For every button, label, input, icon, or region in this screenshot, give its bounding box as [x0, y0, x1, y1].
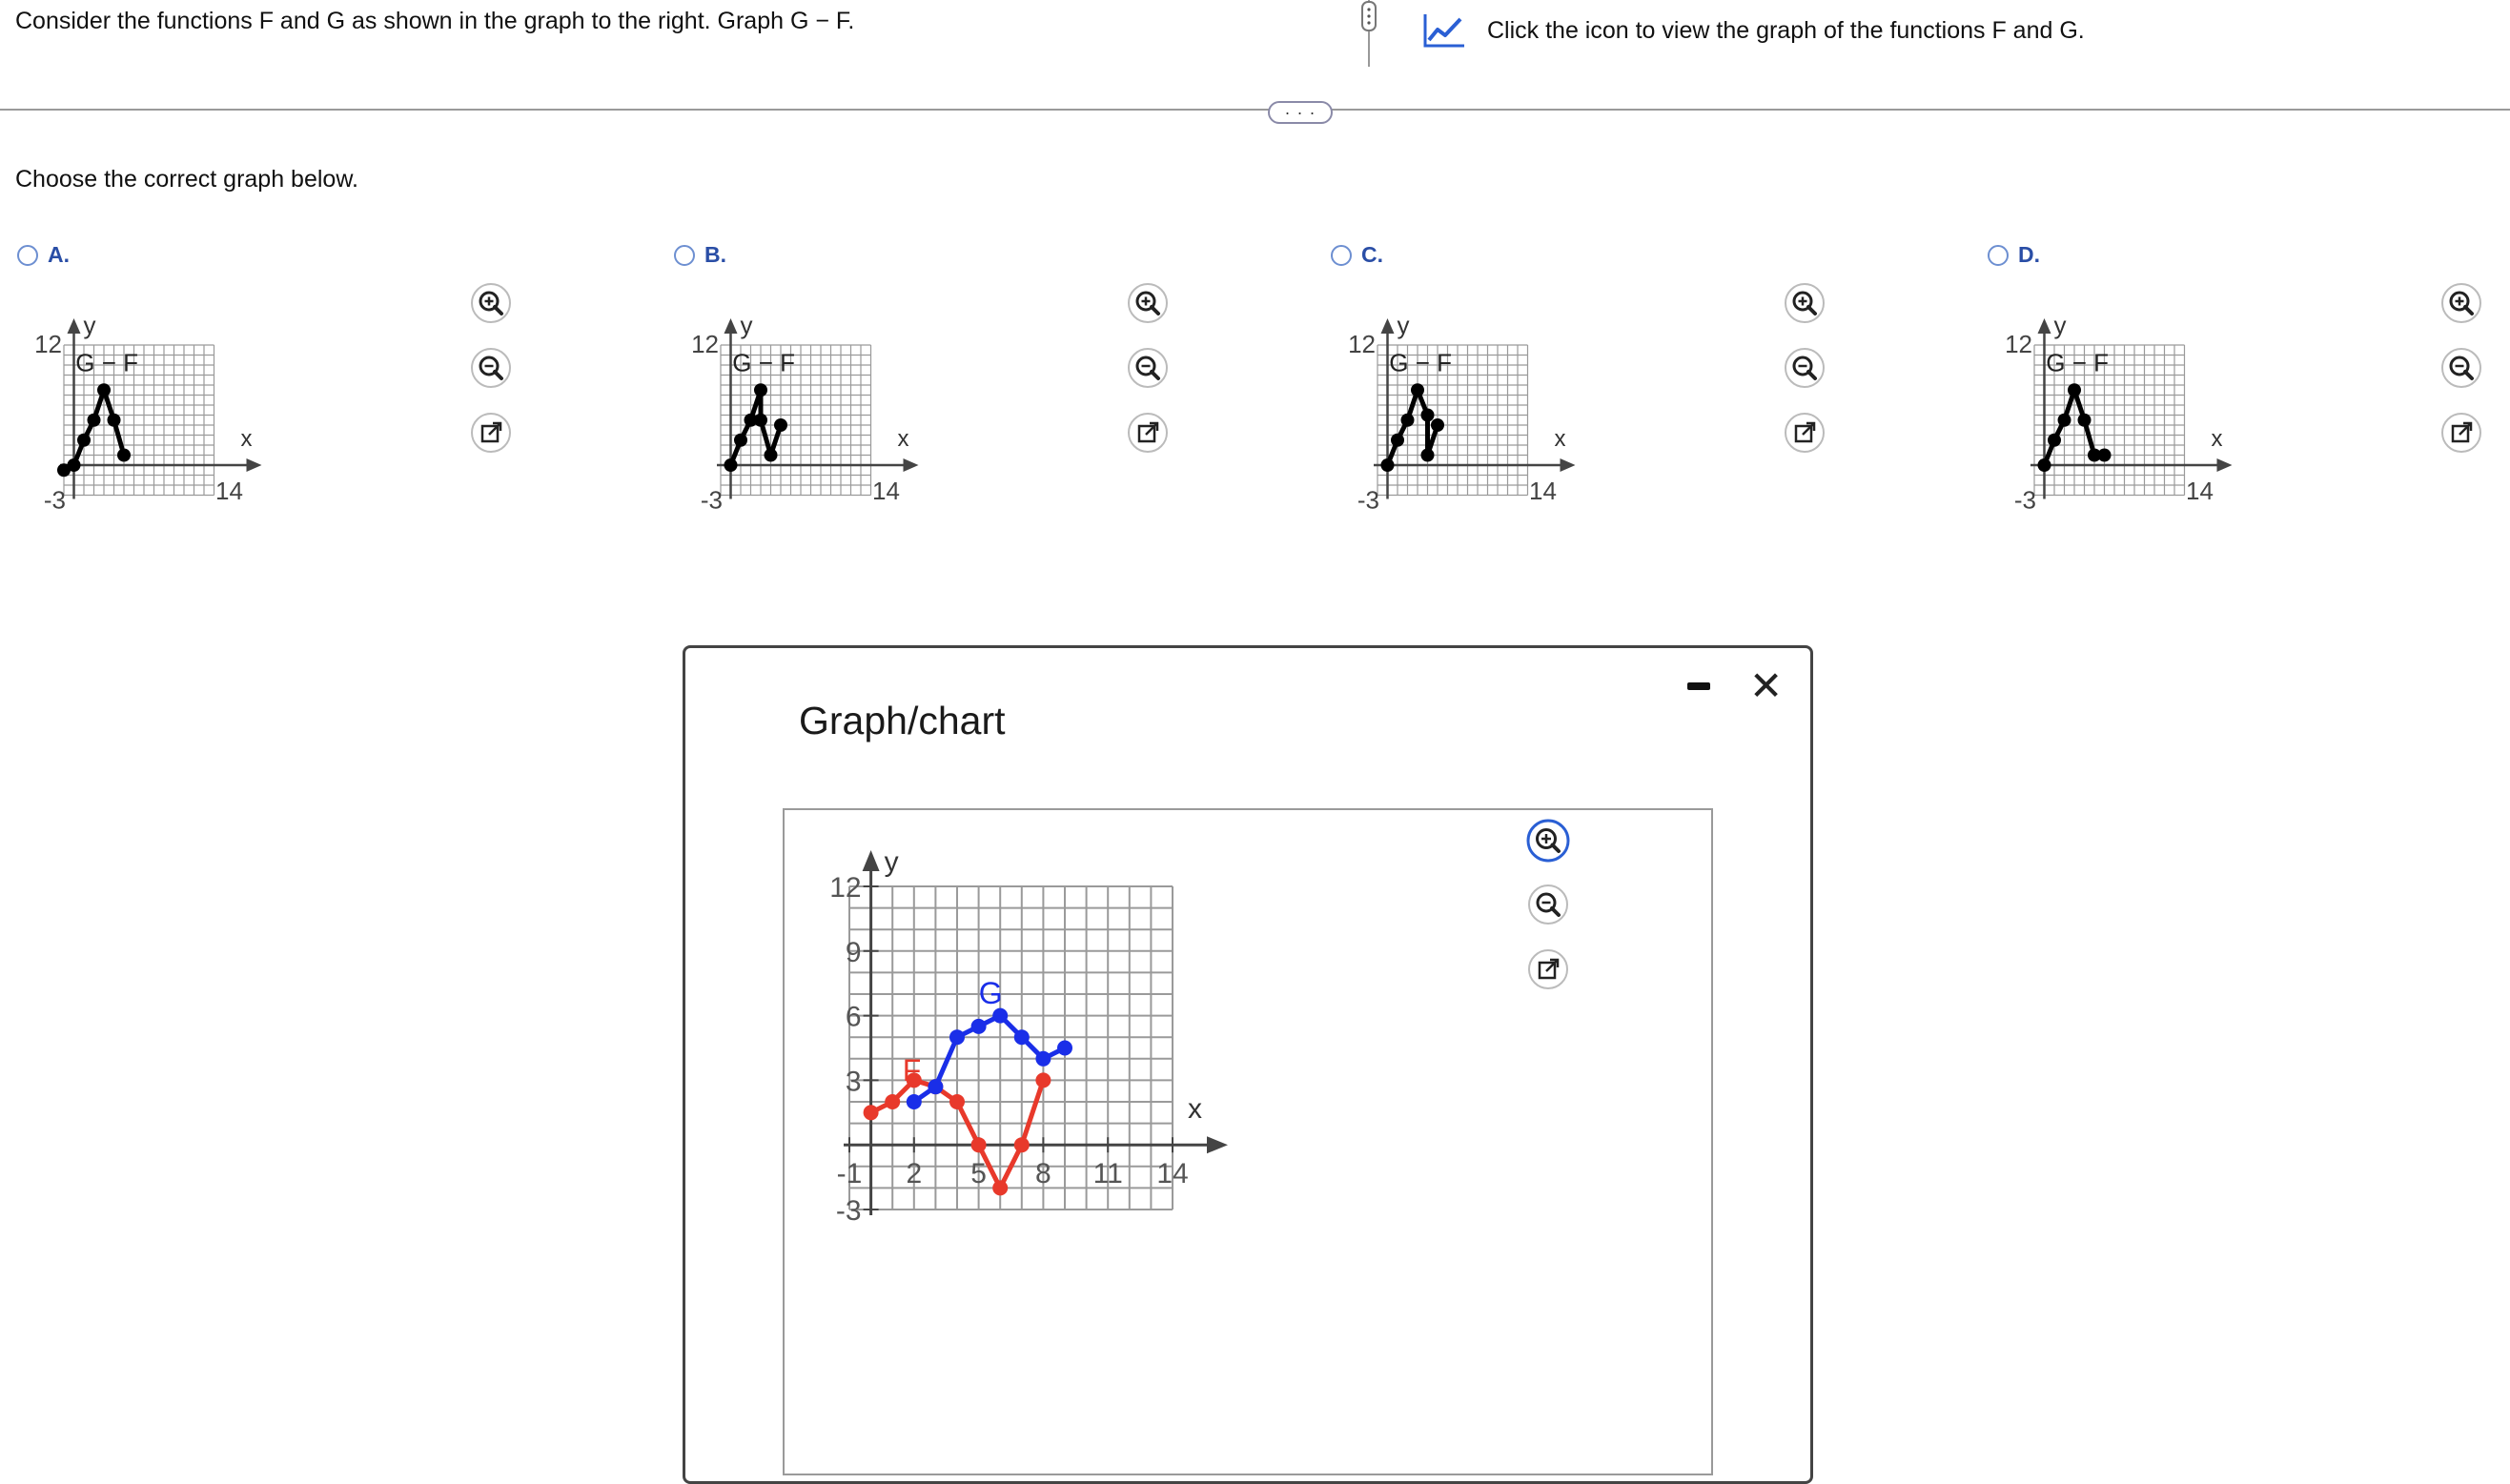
zoom-in-icon[interactable] — [1784, 282, 1826, 324]
g-minus-f-point — [2078, 414, 2092, 427]
g-minus-f-point — [108, 414, 121, 427]
option-c-radio[interactable] — [1331, 245, 1352, 266]
y-min-label: -3 — [43, 485, 66, 515]
x-axis-label: x — [2211, 426, 2223, 452]
y-max-label: 12 — [2005, 330, 2032, 358]
series-point-f — [971, 1137, 987, 1152]
option-a-popout-wrap — [470, 412, 512, 458]
zoom-out-icon[interactable] — [2440, 347, 2482, 389]
g-minus-f-point — [2058, 414, 2071, 427]
option-a-zoom-out-wrap — [470, 347, 512, 394]
option-a-radio[interactable] — [17, 245, 38, 266]
series-point-g — [949, 1029, 965, 1045]
x-max-label: 14 — [1529, 477, 1557, 505]
g-minus-f-point — [754, 383, 767, 396]
x-axis-label: x — [240, 426, 253, 452]
y-axis-label: y — [1397, 311, 1410, 339]
option-c-popout-wrap — [1784, 412, 1826, 458]
option-b-graph[interactable] — [691, 282, 1067, 606]
zoom-out-icon[interactable] — [1784, 347, 1826, 389]
g-minus-f-point — [754, 414, 767, 427]
close-button[interactable]: ✕ — [1749, 663, 1784, 708]
x-max-label: 14 — [2186, 477, 2214, 505]
series-point-g — [928, 1079, 943, 1094]
series-point-g — [1057, 1041, 1072, 1056]
popup-zoom-out-wrap — [1527, 884, 1569, 930]
zoom-out-icon[interactable] — [1527, 884, 1569, 925]
g-minus-f-point — [2038, 458, 2051, 472]
x-tick-label: 11 — [1092, 1158, 1123, 1190]
y-axis-label: y — [740, 311, 753, 339]
y-axis-arrow — [2038, 318, 2051, 334]
y-tick-label: -3 — [835, 1195, 862, 1227]
y-axis-arrow — [724, 318, 738, 334]
series-point-g — [971, 1019, 987, 1034]
series-point-g — [1035, 1051, 1051, 1067]
series-point-f — [949, 1094, 965, 1109]
divider — [0, 109, 2510, 111]
x-tick-label: 14 — [1156, 1158, 1189, 1190]
option-c-label: C. — [1361, 242, 1383, 267]
x-tick-label: -1 — [836, 1158, 863, 1190]
y-tick-label: 12 — [829, 872, 862, 904]
option-b-label: B. — [704, 242, 726, 267]
g-minus-f-point — [734, 434, 747, 447]
popout-icon[interactable] — [2440, 412, 2482, 454]
option-b-zoom-out-wrap — [1127, 347, 1169, 394]
option-a-zoom-tools — [470, 282, 512, 329]
option-d-graph[interactable] — [2005, 282, 2380, 606]
y-tick-label: 9 — [845, 936, 862, 968]
option-d-label: D. — [2018, 242, 2040, 267]
y-axis-label: y — [884, 846, 899, 878]
curve-label: G − F — [2046, 348, 2110, 377]
series-point-f — [1035, 1072, 1051, 1088]
popup-zoom-in-wrap — [1525, 818, 1571, 868]
g-minus-f-point — [774, 418, 787, 432]
x-axis-label: x — [1188, 1093, 1202, 1126]
y-max-label: 12 — [34, 330, 62, 358]
expand-more-button[interactable]: · · · — [1268, 101, 1333, 124]
series-label-f: F — [902, 1053, 922, 1088]
g-minus-f-point — [1381, 458, 1395, 472]
option-b[interactable] — [674, 242, 726, 268]
g-minus-f-point — [2048, 434, 2061, 447]
y-axis-arrow — [863, 850, 880, 871]
x-max-label: 14 — [872, 477, 900, 505]
y-min-label: -3 — [1357, 485, 1379, 515]
zoom-in-icon[interactable] — [1127, 282, 1169, 324]
series-point-g — [907, 1094, 922, 1109]
option-d-radio[interactable] — [1988, 245, 2009, 266]
option-c-zoom-in-wrap — [1784, 282, 1826, 329]
question-text: Consider the functions F and G as shown in the graph to the right. Graph G − F. — [15, 8, 855, 34]
x-axis-arrow — [1561, 458, 1576, 472]
option-b-radio[interactable] — [674, 245, 695, 266]
functions-chart[interactable] — [785, 810, 1509, 1461]
g-minus-f-point — [77, 434, 91, 447]
zoom-out-icon[interactable] — [470, 347, 512, 389]
g-minus-f-point — [1431, 418, 1444, 432]
y-min-label: -3 — [2013, 485, 2036, 515]
g-minus-f-point — [2098, 449, 2112, 462]
series-point-f — [885, 1094, 900, 1109]
y-max-label: 12 — [1348, 330, 1376, 358]
series-point-f — [864, 1105, 879, 1120]
y-axis-arrow — [1381, 318, 1395, 334]
x-axis-arrow — [904, 458, 919, 472]
g-minus-f-point — [2068, 383, 2081, 396]
option-a[interactable] — [17, 242, 70, 268]
y-min-label: -3 — [700, 485, 723, 515]
option-b-popout-wrap — [1127, 412, 1169, 458]
x-axis-arrow — [1207, 1136, 1228, 1153]
x-tick-label: 5 — [970, 1158, 987, 1190]
g-minus-f-point — [97, 383, 111, 396]
g-minus-f-point — [1421, 449, 1435, 462]
choose-label: Choose the correct graph below. — [15, 166, 358, 193]
option-c[interactable] — [1331, 242, 1383, 268]
popout-icon[interactable] — [1127, 412, 1169, 454]
y-tick-label: 3 — [845, 1066, 862, 1098]
x-axis-arrow — [2217, 458, 2233, 472]
series-point-g — [1014, 1029, 1030, 1045]
y-axis-label: y — [2053, 311, 2067, 339]
x-axis-label: x — [897, 426, 909, 452]
g-minus-f-point — [1401, 414, 1415, 427]
y-tick-label: 6 — [845, 1001, 862, 1033]
option-d-zoom-in-wrap — [2440, 282, 2482, 329]
curve-label: G − F — [1389, 348, 1453, 377]
x-max-label: 14 — [215, 477, 243, 505]
popout-icon[interactable] — [1784, 412, 1826, 454]
g-minus-f-point — [1411, 383, 1424, 396]
popup-title: Graph/chart — [799, 699, 1006, 742]
y-max-label: 12 — [691, 330, 719, 358]
view-graph-hint: Click the icon to view the graph of the functions F and G. — [1487, 17, 2085, 44]
g-minus-f-point — [1421, 409, 1435, 422]
minimize-button[interactable] — [1687, 682, 1710, 690]
g-minus-f-point — [88, 414, 101, 427]
zoom-out-icon[interactable] — [1127, 347, 1169, 389]
curve-label: G − F — [732, 348, 796, 377]
option-d[interactable] — [1988, 242, 2040, 268]
zoom-in-icon[interactable] — [1525, 818, 1571, 864]
option-d-zoom-out-wrap — [2440, 347, 2482, 394]
option-a-label: A. — [48, 242, 70, 267]
g-minus-f-point — [765, 449, 778, 462]
g-minus-f-point — [117, 449, 131, 462]
popup-popout-wrap — [1527, 948, 1569, 995]
x-axis-label: x — [1554, 426, 1566, 452]
g-minus-f-point — [724, 458, 738, 472]
g-minus-f-point — [1391, 434, 1404, 447]
popout-icon[interactable] — [1527, 948, 1569, 990]
x-tick-label: 8 — [1035, 1158, 1051, 1190]
series-label-g: G — [978, 976, 1003, 1011]
popout-icon[interactable] — [470, 412, 512, 454]
option-c-graph[interactable] — [1348, 282, 1724, 606]
panel-resize-handle[interactable] — [1361, 0, 1377, 67]
x-tick-label: 2 — [906, 1158, 923, 1190]
option-b-zoom-in-wrap — [1127, 282, 1169, 329]
g-minus-f-point — [68, 458, 81, 472]
y-axis-label: y — [83, 311, 96, 339]
y-axis-arrow — [68, 318, 81, 334]
chart-line-icon[interactable] — [1422, 11, 1466, 50]
option-d-popout-wrap — [2440, 412, 2482, 458]
option-a-graph[interactable] — [34, 282, 410, 606]
curve-label: G − F — [75, 348, 139, 377]
x-axis-arrow — [247, 458, 262, 472]
series-point-f — [992, 1180, 1008, 1195]
zoom-in-icon[interactable] — [470, 282, 512, 324]
option-c-zoom-out-wrap — [1784, 347, 1826, 394]
zoom-in-icon[interactable] — [2440, 282, 2482, 324]
series-point-f — [1014, 1137, 1030, 1152]
